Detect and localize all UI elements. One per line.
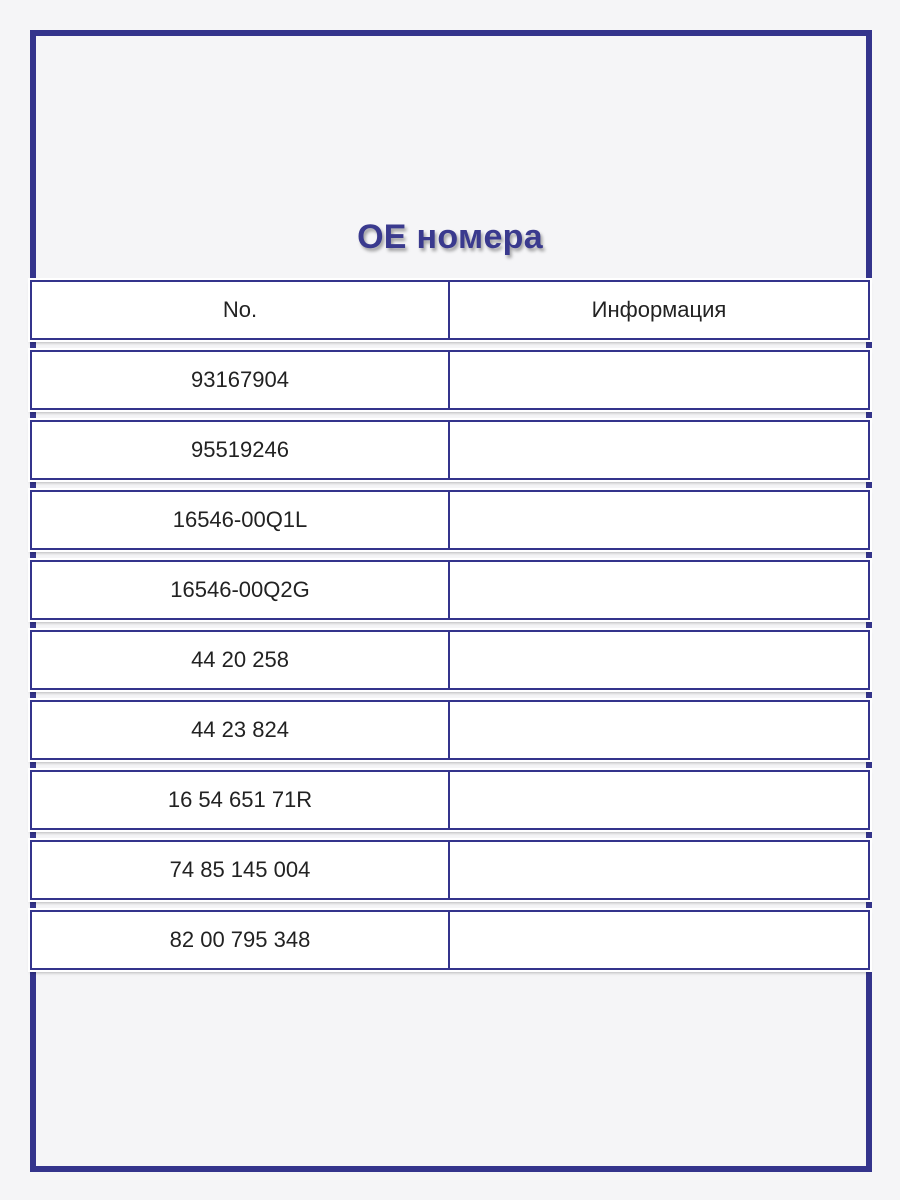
cell-no: 74 85 145 004 [30,840,450,900]
table-row [30,560,870,620]
table-row [30,350,870,410]
cell-info [450,420,870,480]
cell-info [450,700,870,760]
cell-no: 16546-00Q1L [30,490,450,550]
cell-no: 16546-00Q2G [30,560,450,620]
cell-no: 44 20 258 [30,630,450,690]
cell-no: 82 00 795 348 [30,910,450,970]
cell-info [450,490,870,550]
cell-no: 44 23 824 [30,700,450,760]
cell-no: 16 54 651 71R [30,770,450,830]
cell-info [450,560,870,620]
table-header-row [30,280,870,340]
table-row [30,490,870,550]
table-row [30,770,870,830]
header-no: No. [30,280,450,340]
table-row [30,630,870,690]
cell-no: 93167904 [30,350,450,410]
cell-info [450,840,870,900]
cell-info [450,350,870,410]
table-row [30,700,870,760]
cell-info [450,770,870,830]
cell-info [450,630,870,690]
cell-no: 95519246 [30,420,450,480]
header-info: Информация [450,280,870,340]
cell-info [450,910,870,970]
page-title: OE номера [357,218,543,256]
table-row [30,840,870,900]
table-row [30,910,870,970]
table-row [30,420,870,480]
